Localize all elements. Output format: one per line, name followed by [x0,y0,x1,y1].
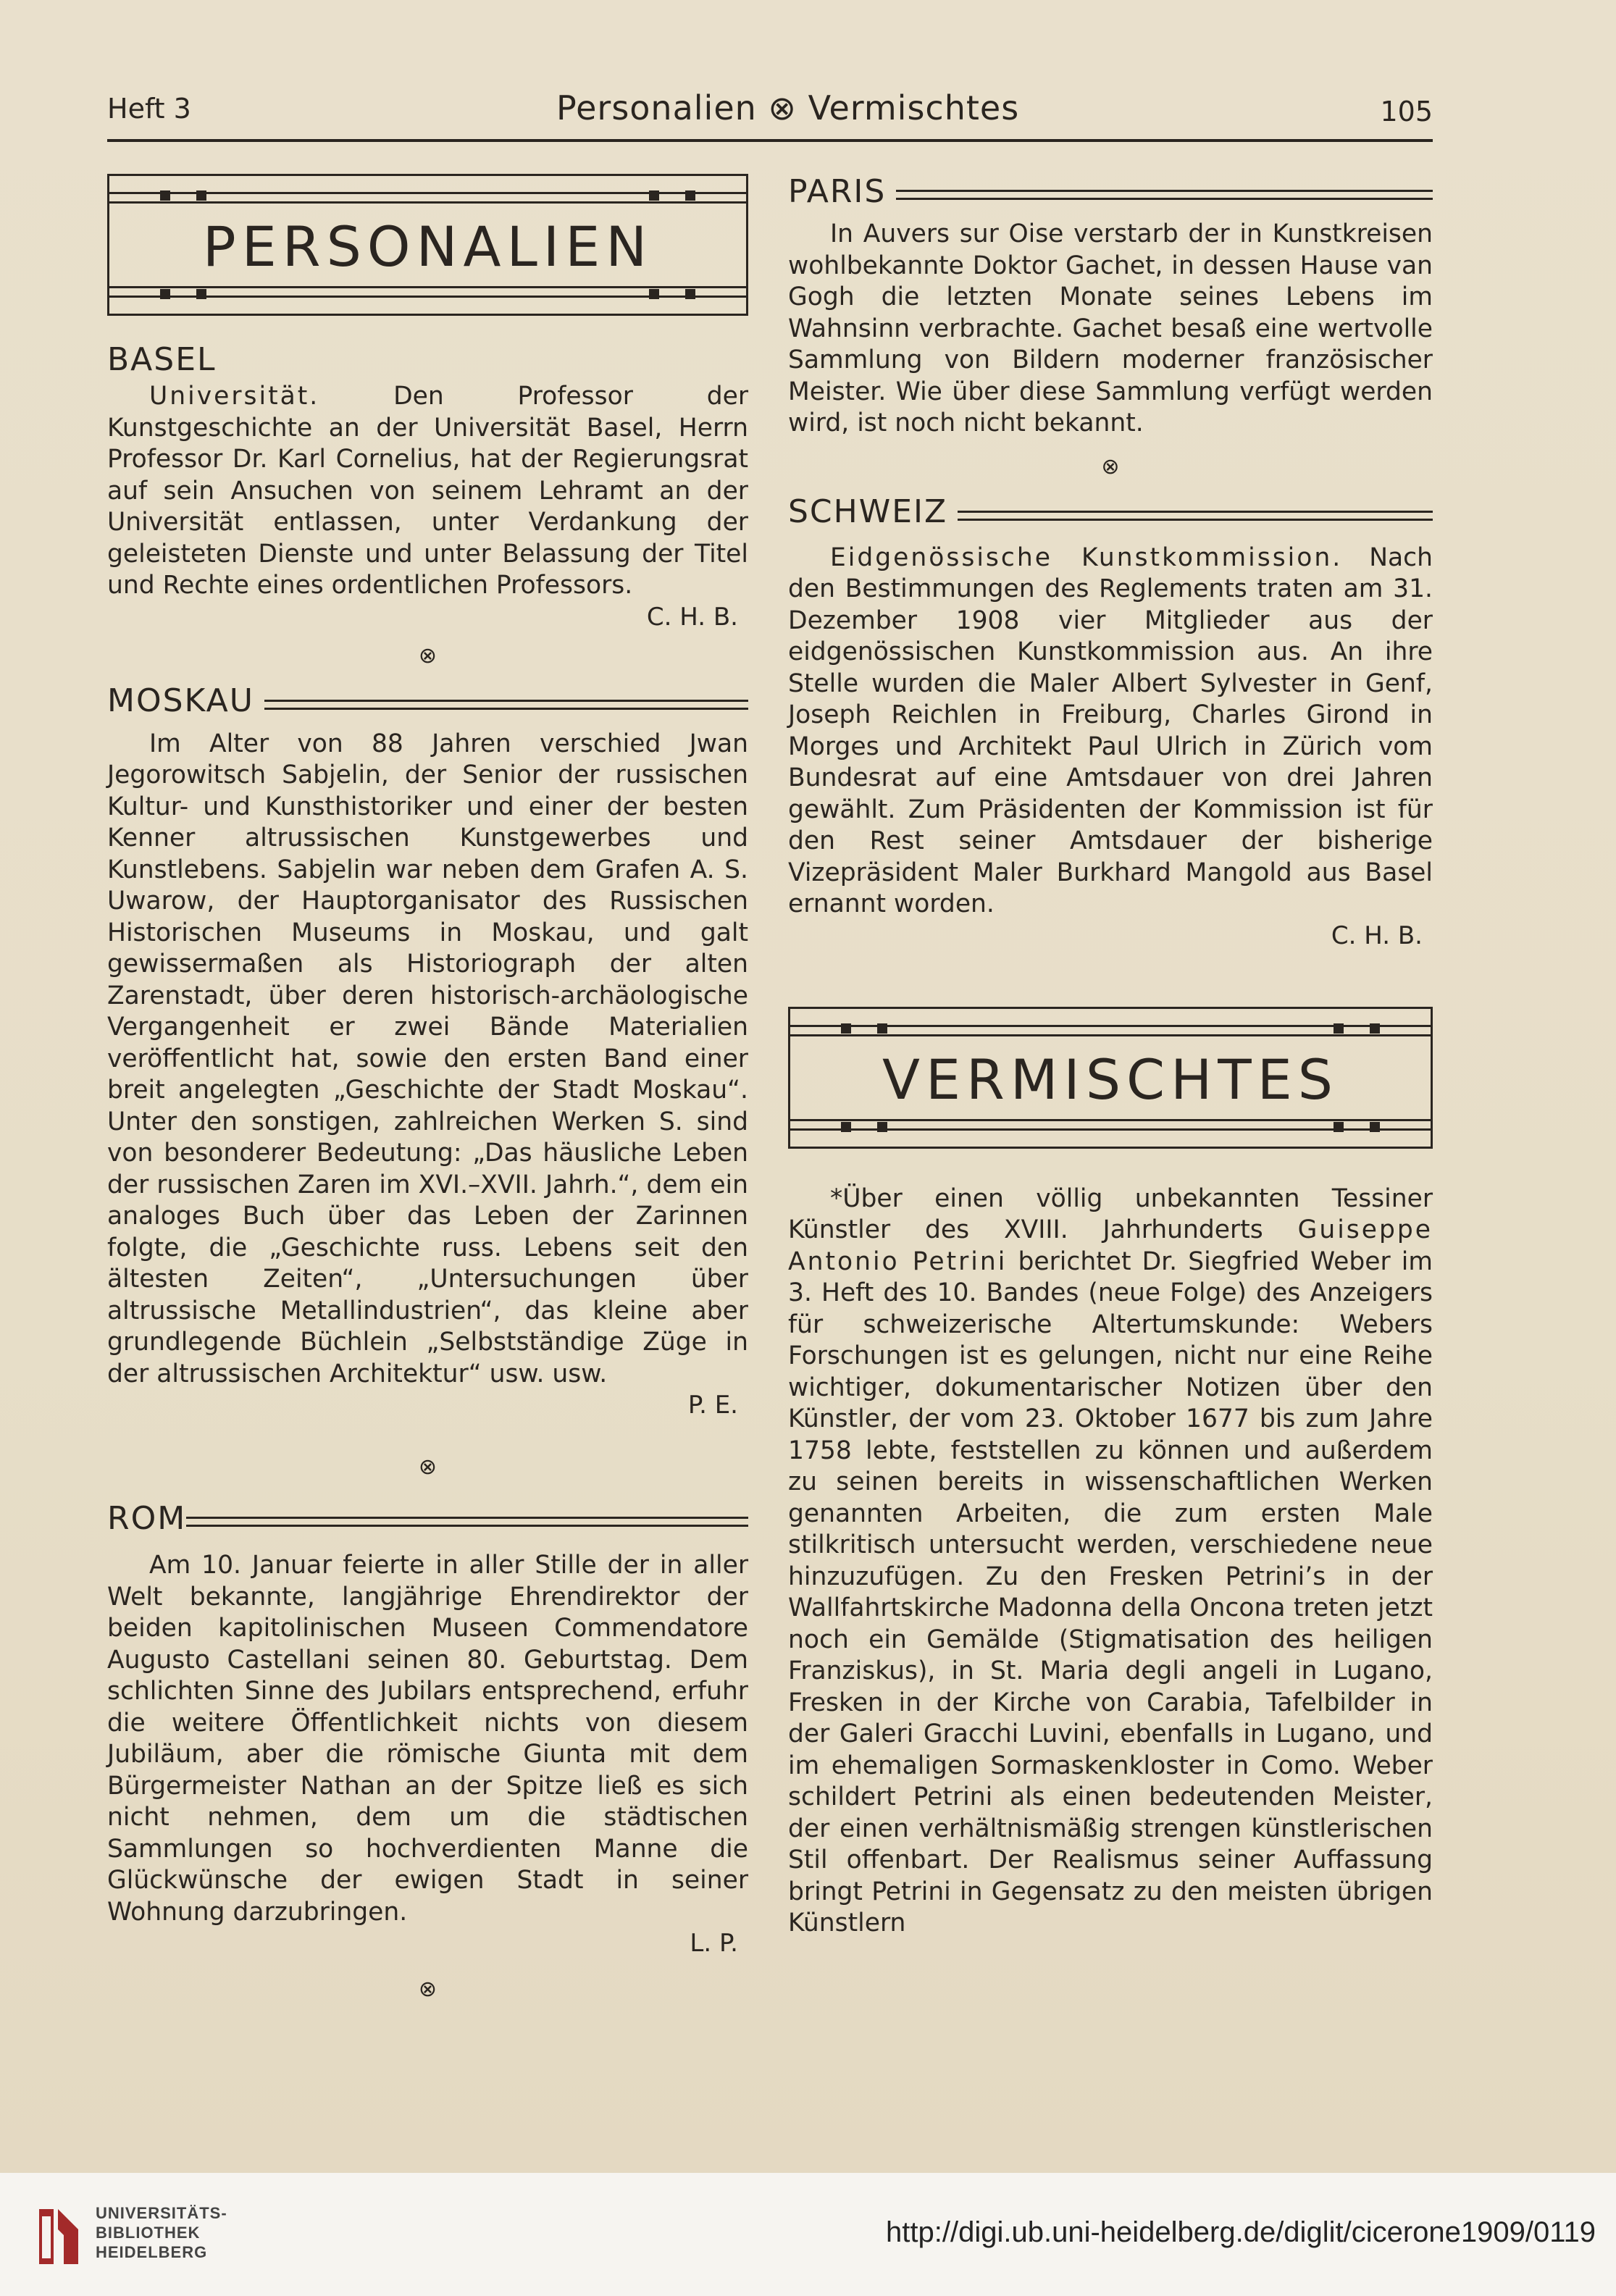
page-title: Personalien ⊗ Vermischtes [556,88,1020,127]
section-divider-icon: ⊗ [418,1454,438,1480]
banner-ornament [1334,1023,1344,1034]
moskau-heading: MOSKAU [107,679,748,723]
banner-ornament [1334,1122,1344,1132]
banner-ornament [877,1023,887,1034]
banner-ornament [685,289,695,299]
moskau-text: Im Alter von 88 Jahren verschied Jwan Jegorowitsch Sabjelin, der Senior der russischen Kultur- und Kunsthistoriker und einer der besten Kenner altrussischen Kunstgewerbes und Kunstlebens. Sabjelin war neben dem Grafen A. S. Uwarow, der Hauptorganisator des Russischen Historischen Museums in Moskau, und galt gewissermaßen als Historiograph der alten Zarenstadt, über deren historisch-archäologische Vergangenheit er zwei Bände Materialien veröffentlicht hat, sowie den ersten Band einer breit angelegten „Geschichte der Stadt Moskau“. Unter den sonstigen, zahlreichen Werken S. sind von besonderer Bedeutung: „Das häusliche Leben der russischen Zaren im XVI.–XVII. Jahrh.“, dem ein analoges Buch über das Leben der Zarinnen folgte, die „Geschichte russ. Lebens seit den ältesten Zeiten“, „Untersuchungen über altrussische Metallindustrien“, das kleine aber grundlegende Büchlein „Selbstständige Züge in der altrussischen Architektur“ usw. usw. [107,729,748,1388]
banner-ornament [649,289,659,299]
schweiz-signature: C. H. B. [1331,921,1423,950]
banner-ornament [1370,1122,1380,1132]
banner-ornament [685,190,695,201]
basel-article [107,381,748,602]
personalien-banner [107,174,748,316]
issue-label: Heft 3 [107,93,191,125]
source-url-link[interactable]: http://digi.ub.uni-heidelberg.de/diglit/cicerone1909/0119 [886,2216,1596,2248]
banner-ornament [877,1122,887,1132]
vermischtes-article [788,1183,1433,1940]
basel-text: Den Professor der Kunstgeschichte an der Universität Basel, Herrn Professor Dr. Karl Cornelius, hat der Regierungsrat auf sein Ansuchen von seinem Lehramt an der Universität entlassen, unter Verdankung der geleisteten Dienste und unter Belassung der Titel und Rechte eines ordentlichen Professors. [107,382,748,600]
banner-ornament [160,289,170,299]
vermischtes-banner [788,1007,1433,1149]
running-head [107,85,1433,143]
basel-lead: Universität. [149,382,320,411]
library-name: UNIVERSITÄTS- BIBLIOTHEK HEIDELBERG [96,2204,227,2261]
right-column [788,167,1433,1940]
section-divider-icon: ⊗ [418,1977,438,2002]
paris-heading: PARIS [788,169,1433,213]
vermischtes-text-a: *Über einen völlig unbekannten Tessiner Künstler des XVIII. Jahrhunderts [788,1183,1433,1244]
ub-heidelberg-logo-icon [32,2202,85,2271]
schweiz-article [788,542,1433,921]
personalien-title: PERSONALIEN [202,214,653,279]
banner-ornament [196,289,206,299]
banner-ornament [841,1023,851,1034]
library-footer [0,2173,1616,2296]
basel-heading: BASEL [107,340,217,378]
basel-signature: C. H. B. [646,602,738,632]
banner-ornament [841,1122,851,1132]
artist-name: Guiseppe Antonio Petrini [788,1215,1433,1276]
moskau-signature: P. E. [687,1391,738,1420]
left-column [107,167,748,2013]
schweiz-text: Nach den Bestimmungen des Reglements traten am 31. Dezember 1908 vier Mitglieder aus der eidgenössischen Kunstkommission aus. An ihre Stelle wurden die Maler Albert Sylvester in Genf, Joseph Reichlen in Freiburg, Charles Girond in Morges und Architekt Paul Ulrich in Zürich vom Bundesrat auf eine Amtsdauer von drei Jahren gewählt. Zum Präsidenten der Kommission ist für den Rest seiner Amtsdauer der bisherige Vizepräsident Maler Burkhard Mangold aus Basel ernannt worden. [788,542,1433,918]
section-divider-icon: ⊗ [418,642,438,669]
vermischtes-title: VERMISCHTES [882,1047,1339,1112]
paris-text: In Auvers sur Oise verstarb der in Kunstkreisen wohlbekannte Doktor Gachet, in dessen Hause van Gogh die letzten Monate seines Lebens im Wahnsinn verbrachte. Gachet besaß eine wertvolle Sammlung von Bildern moderner französischer Meister. Wie über diese Sammlung verfügt werden wird, ist noch nicht bekannt. [788,219,1433,437]
rom-signature: L. P. [690,1929,738,1958]
section-divider-icon: ⊗ [1101,453,1120,479]
rom-text: Am 10. Januar feierte in aller Stille der in aller Welt bekannte, langjährige Ehrendirektor der beiden kapitolinischen Museen Commendatore Augusto Castellani seinen 80. Geburtstag. Dem schlichten Sinne des Jubilars entsprechend, erfuhr die weitere Öffentlichkeit nichts von diesem Jubiläum, aber die römische Giunta mit dem Bürgermeister Nathan an der Spitze ließ es sich nicht nehmen, dem um die städtischen Sammlungen so hochverdienten Manne die Glückwünsche der ewigen Stadt in seiner Wohnung darzubringen. [107,1551,748,1927]
banner-ornament [160,190,170,201]
header-rule [107,139,1433,142]
schweiz-lead: Eidgenössische Kunstkommission. [830,542,1343,572]
banner-ornament [649,190,659,201]
vermischtes-text-b: berichtet Dr. Siegfried Weber im 3. Heft des 10. Bandes (neue Folge) des Anzeigers für schweizerische Altertumskunde: Webers Forschungen ist es gelungen, nicht nur eine Reihe wichtiger, dokumentarischer Notizen über den Künstler, der vom 23. Oktober 1677 bis zum Jahre 1758 lebte, feststellen zu können und außerdem zu seinen bereits in wissenschaftlichen Werken genannten Arbeiten, die zum ersten Male stilkritisch untersucht werden, verschiedene neue hinzuzufügen. Zu den Fresken Petrini’s in der Wallfahrtskirche Madonna della Oncona treten jetzt noch ein Gemälde (Stigmatisation des heiligen Franziskus), in St. Maria degli angeli in Lugano, Fresken in der Kirche von Carabia, Tafelbilder in der Galeri Gracchi Luvini, ebenfalls in Lugano, und im ehemaligen Sormaskenkloster in Como. Weber schildert Petrini als einen bedeutenden Meister, der einen verhältnismäßig strengen künstlerischen Stil offenbart. Der Realismus seiner Auffassung bringt Petrini in Gegensatz zu den meisten übrigen Künstlern [788,1247,1433,1937]
schweiz-heading: SCHWEIZ [788,490,1433,534]
banner-ornament [196,190,206,201]
page-number: 105 [1380,96,1433,127]
banner-ornament [1370,1023,1380,1034]
rom-heading: ROM [107,1496,748,1540]
